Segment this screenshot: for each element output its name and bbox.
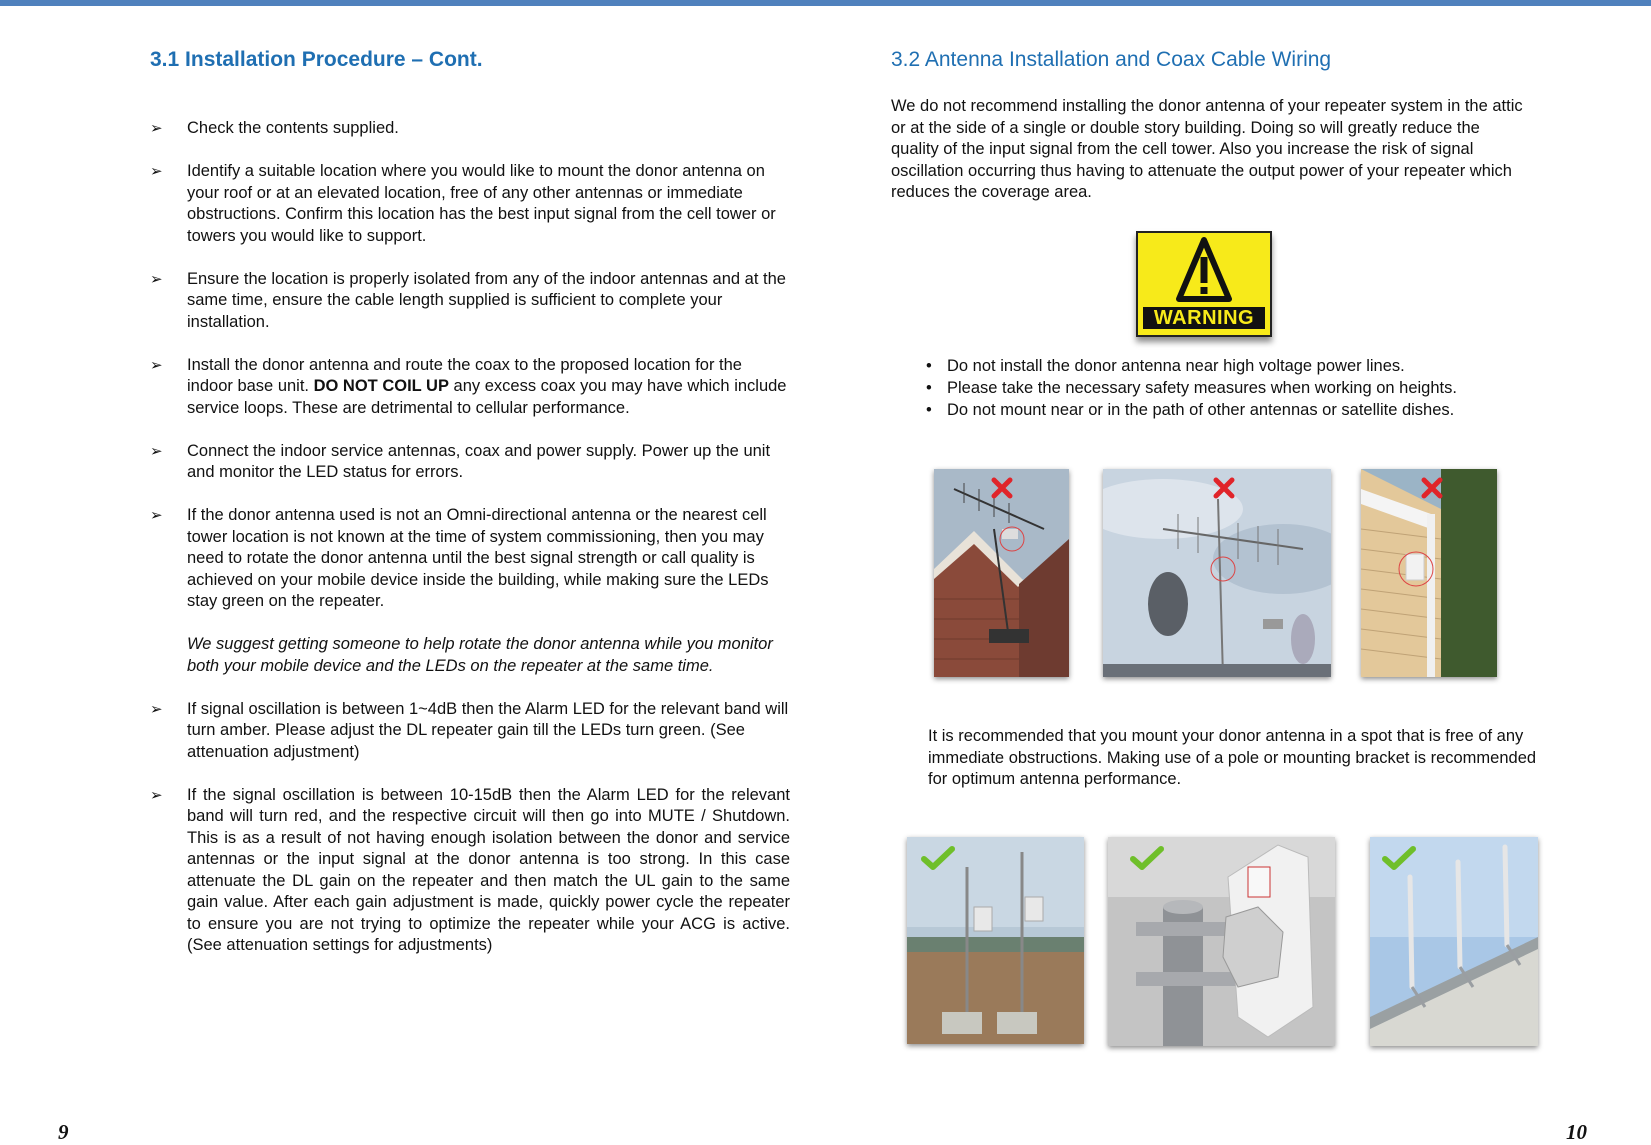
arrow-bullet-icon: ➢ bbox=[150, 700, 163, 718]
step-text: If the signal oscillation is between 10-15dB then the Alarm LED for the relevant band will turn red, and the respective circuit will then go into MUTE / Shutdown. This is as a result of not having enough isolation between the donor and service antennas or the input signal at the donor antenna is too strong. In this case attenuate the DL gain on the repeater and then match the UL gain to the same gain value. After each gain adjustment is made, quickly power cycle the repeater to ensure you are not trying to optimize the repeater while your ACG is active. (See attenuation settings for adjustments) bbox=[187, 785, 790, 954]
green-check-icon bbox=[1130, 845, 1164, 871]
list-item: • Do not install the donor antenna near high voltage power lines. bbox=[920, 355, 1620, 377]
step-text: If signal oscillation is between 1~4dB then the Alarm LED for the relevant band will turn amber. Please adjust the DL repeater gain till the LEDs turn green. (See attenuation adjustment) bbox=[187, 699, 789, 761]
step-text: any excess coax you may have which include service loops. These are detrimental to cellular performance. bbox=[187, 377, 787, 417]
step-emphasis: DO NOT COIL UP bbox=[313, 377, 449, 395]
safety-list bbox=[920, 355, 1620, 421]
green-check-icon bbox=[921, 845, 955, 871]
bad-example-photo-eaves bbox=[1361, 469, 1497, 677]
page-number-left: 9 bbox=[58, 1120, 69, 1144]
installation-steps-list bbox=[150, 118, 790, 978]
list-item bbox=[150, 785, 790, 957]
red-x-icon bbox=[1421, 477, 1443, 499]
warning-triangle-icon bbox=[1176, 237, 1232, 303]
page-number-right: 10 bbox=[1566, 1120, 1587, 1144]
step-note: We suggest getting someone to help rotate the donor antenna while you monitor both your mobile device and the LEDs on the repeater at the same time. bbox=[187, 635, 773, 675]
arrow-bullet-icon: ➢ bbox=[150, 270, 163, 288]
arrow-bullet-icon: ➢ bbox=[150, 442, 163, 460]
list-item bbox=[150, 269, 790, 334]
list-item bbox=[150, 161, 790, 247]
arrow-bullet-icon: ➢ bbox=[150, 507, 163, 524]
bad-example-photo-antennas bbox=[1103, 469, 1331, 677]
list-item: • Do not mount near or in the path of other antennas or satellite dishes. bbox=[920, 399, 1620, 421]
arrow-bullet-icon: ➢ bbox=[150, 163, 163, 180]
list-item bbox=[150, 441, 790, 484]
step-text: Connect the indoor service antennas, coax and power supply. Power up the unit and monitor the LED status for errors. bbox=[187, 441, 771, 481]
red-x-icon bbox=[1213, 477, 1235, 499]
recommendation-paragraph: It is recommended that you mount your donor antenna in a spot that is free of any immediate obstructions. Making use of a pole or mounting bracket is recommended for optimum antenna performance. bbox=[928, 727, 1537, 788]
step-text: Ensure the location is properly isolated from any of the indoor antennas and at the same time, ensure the cable length supplied is sufficient to complete your installation. bbox=[187, 269, 786, 331]
bad-example-photo-wall bbox=[934, 469, 1069, 677]
list-item bbox=[150, 699, 790, 764]
arrow-bullet-icon: ➢ bbox=[150, 786, 163, 804]
section-heading-antenna: 3.2 Antenna Installation and Coax Cable Wiring bbox=[891, 48, 1332, 71]
section-heading-installation: 3.1 Installation Procedure – Cont. bbox=[150, 48, 483, 71]
top-accent-bar bbox=[0, 0, 1651, 6]
red-x-icon bbox=[991, 477, 1013, 499]
list-item: • Please take the necessary safety measures when working on heights. bbox=[920, 377, 1620, 399]
green-check-icon bbox=[1382, 845, 1416, 871]
arrow-bullet-icon: ➢ bbox=[150, 356, 163, 374]
good-example-photo-omni bbox=[1370, 837, 1538, 1046]
list-item bbox=[150, 505, 790, 677]
good-example-photo-rooftop bbox=[907, 837, 1084, 1044]
arrow-bullet-icon: ➢ bbox=[150, 120, 163, 137]
step-text: Identify a suitable location where you would like to mount the donor antenna on your roof or at an elevated location, free of any other antennas or immediate obstructions. Confirm this location has the best input signal from the cell tower or towers you would like to support. bbox=[187, 162, 776, 245]
list-item bbox=[150, 355, 790, 420]
step-text: If the donor antenna used is not an Omni-directional antenna or the nearest cell tower location is not known at the time of system commissioning, then you may need to rotate the donor antenna until the best signal strength or call quality is achieved on your mobile device inside the building, while making sure the LEDs stay green on the repeater. bbox=[187, 506, 769, 610]
step-text: Check the contents supplied. bbox=[187, 119, 399, 137]
good-example-photo-bracket bbox=[1108, 837, 1335, 1046]
step-text: Install the donor antenna and route the coax to the proposed location for the indoor base unit. bbox=[187, 355, 742, 395]
warning-sign bbox=[1136, 231, 1272, 337]
list-item bbox=[150, 118, 790, 140]
intro-paragraph: We do not recommend installing the donor antenna of your repeater system in the attic or at the side of a single or double story building. Doing so will greatly reduce the quality of the input signal from the cell tower. Also you increase the risk of signal oscillation occurring thus having to attenuate the output power of your repeater which reduces the coverage area. bbox=[891, 97, 1523, 201]
warning-label: WARNING bbox=[1143, 307, 1265, 329]
